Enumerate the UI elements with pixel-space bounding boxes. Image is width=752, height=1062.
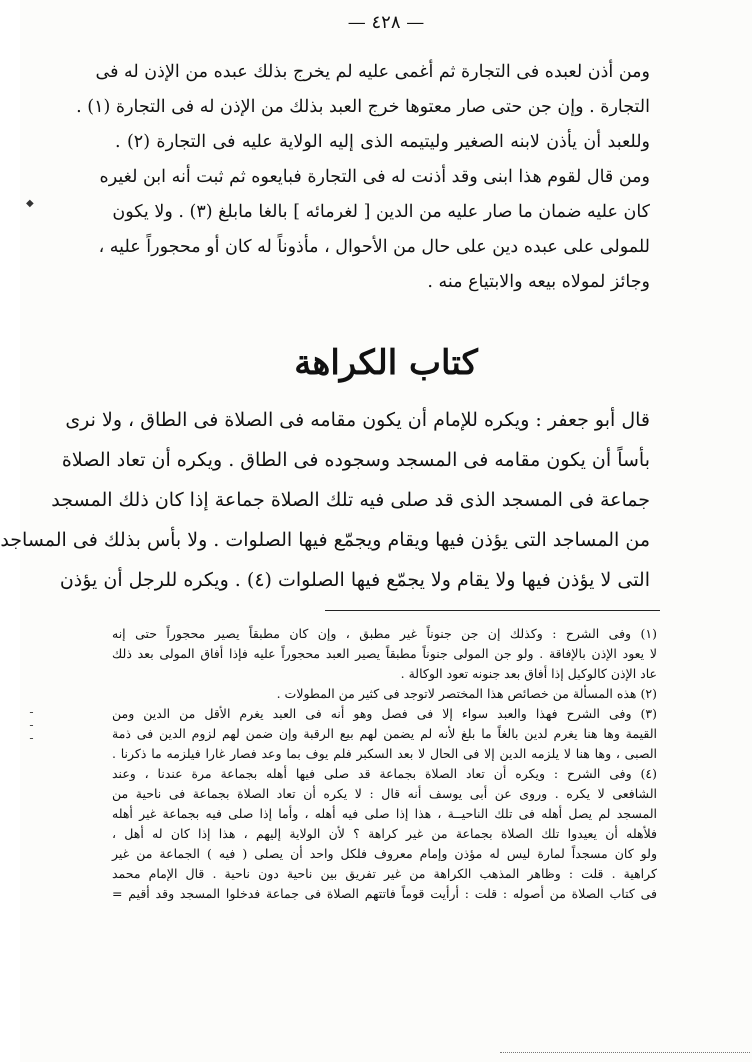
footnote-3-line: الصبى ، وها هنا لا يلزمه الدين إلا فى الحال لا بعد السكبر فلم يوف بما وعد فصار غارا فيلزمه ما ذكرنا . — [112, 746, 657, 761]
margin-mark: ـ — [30, 705, 33, 716]
second-paragraph — [0, 400, 650, 600]
chapter-title: كتاب الكراهة — [294, 343, 478, 383]
text-line: التى لا يؤذن فيها ولا يقام ولا يجمّع فيها الصلوات (٤) . ويكره للرجل أن يؤذن — [59, 569, 650, 591]
footnotes — [112, 624, 657, 904]
margin-mark: ◆ — [26, 198, 34, 209]
footnote-1-line: عاد الإذن كالوكيل إذا أفاق بعد جنونه تعود الوكالة . — [400, 666, 657, 681]
text-line: بأساً أن يكون مقامه فى المسجد وسجوده فى الطاق . ويكره أن تعاد الصلاة — [61, 449, 650, 471]
text-line: من المساجد التى يؤذن فيها ويقام ويجمّع فيها الصلوات . ولا بأس بذلك فى المساجد — [0, 529, 650, 551]
margin-mark: ـ — [30, 731, 33, 742]
footnote-4-line: فى كتاب الصلاة من أصوله : قلت : أرأيت قوماً فاتتهم الصلاة فى جماعة فدخلوا المسجد وقد أقيم = — [112, 886, 657, 901]
footnote-4-line: (٤) وفى الشرح : ويكره أن تعاد الصلاة بجماعة قد صلى فيها أهله بجماعة مرة عندنا ، وعند — [112, 766, 657, 781]
footnote-4-line: كراهية . قلت : وظاهر المذهب الكراهة من غير تفريق بين ناحية دون ناحية . قال الإمام محمد — [112, 866, 657, 881]
footnote-1-line: (١) وفى الشرح : وكذلك إن جن جنوناً غير مطبق ، وإن كان مطبقاً يصير محجوراً حتى إنه — [112, 626, 657, 641]
footnote-4-line: ولو كان مسجداً لمارة ليس له مؤذن وإمام معروف فلكل واحد أن يصلى ( فيه ) الجماعة من غير — [112, 846, 657, 861]
page-number: — ٤٢٨ — — [347, 12, 425, 33]
footnote-4-line: المسجد لم يصل أهله فى تلك الناحيــة ، هذا إذا صلى فيه أهله ، وأما إذا صلى فيه بجماعة غير أهله — [112, 806, 657, 821]
text-line: ومن قال لقوم هذا ابنى وقد أذنت له فى التجارة فبايعوه ثم ثبت أنه ابن لغيره — [99, 167, 650, 187]
text-line: كان عليه ضمان ما صار عليه من الدين [ لغرمائه ] بالغا مابلغ (٣) . ولا يكون — [112, 202, 650, 222]
footnote-4-line: فلأهله أن يعيدوا تلك الصلاة بجماعة من غير كراهة ؟ لأن الولاية إليهم ، هذا إذا كان له أهل ، — [112, 826, 657, 841]
footnote-1-line: لا يعود الإذن بالإفاقة . ولو جن المولى جنوناً مطبقاً يصير العبد محجوراً عليه فإذا أفاق المولى بعد ذلك — [112, 646, 657, 661]
text-line: التجارة . وإن جن حتى صار معتوها خرج العبد بذلك من الإذن له فى التجارة (١) . — [76, 97, 650, 117]
text-line: جماعة فى المسجد الذى قد صلى فيه تلك الصلاة جماعة إذا كان ذلك المسجد — [51, 489, 650, 511]
text-line: قال أبو جعفر : ويكره للإمام أن يكون مقامه فى الصلاة فى الطاق ، ولا نرى — [65, 409, 650, 431]
text-line: ومن أذن لعبده فى التجارة ثم أغمى عليه لم يخرج بذلك عبده من الإذن له فى — [95, 62, 650, 82]
footnote-3-line: (٣) وفى الشرح فهذا والعبد سواء إلا فى فصل وهو أنه فى العبد يغرم الأقل من الدين ومن — [112, 706, 657, 721]
footnote-divider — [325, 610, 660, 611]
footnote-2-line: (٢) هذه المسألة من خصائص هذا المختصر لاتوجد فى كثير من المطولات . — [276, 686, 657, 701]
footnote-3-line: القيمة وها هنا يغرم لدين بالغاً ما بلغ لأنه لم يضمن لهم بيع الرقبة وإن ضمن لهم لزوم الدين فى ذمة — [112, 726, 657, 741]
bottom-rule — [500, 1052, 750, 1053]
top-paragraph — [76, 55, 650, 300]
margin-mark: ـ — [30, 718, 33, 729]
text-line: للمولى على عبده دين على حال من الأحوال ، مأذوناً له كان أو محجوراً عليه ، — [98, 237, 650, 257]
text-line: وجائز لمولاه بيعه والابتياع منه . — [427, 272, 650, 292]
footnote-4-line: الشافعى لا يكره . وروى عن أبى يوسف أنه قال : لا يكره أن تعاد الصلاة بجماعة فى ناحية من — [112, 786, 657, 801]
text-line: وللعبد أن يأذن لابنه الصغير وليتيمه الذى إليه الولاية عليه فى التجارة (٢) . — [115, 132, 650, 152]
